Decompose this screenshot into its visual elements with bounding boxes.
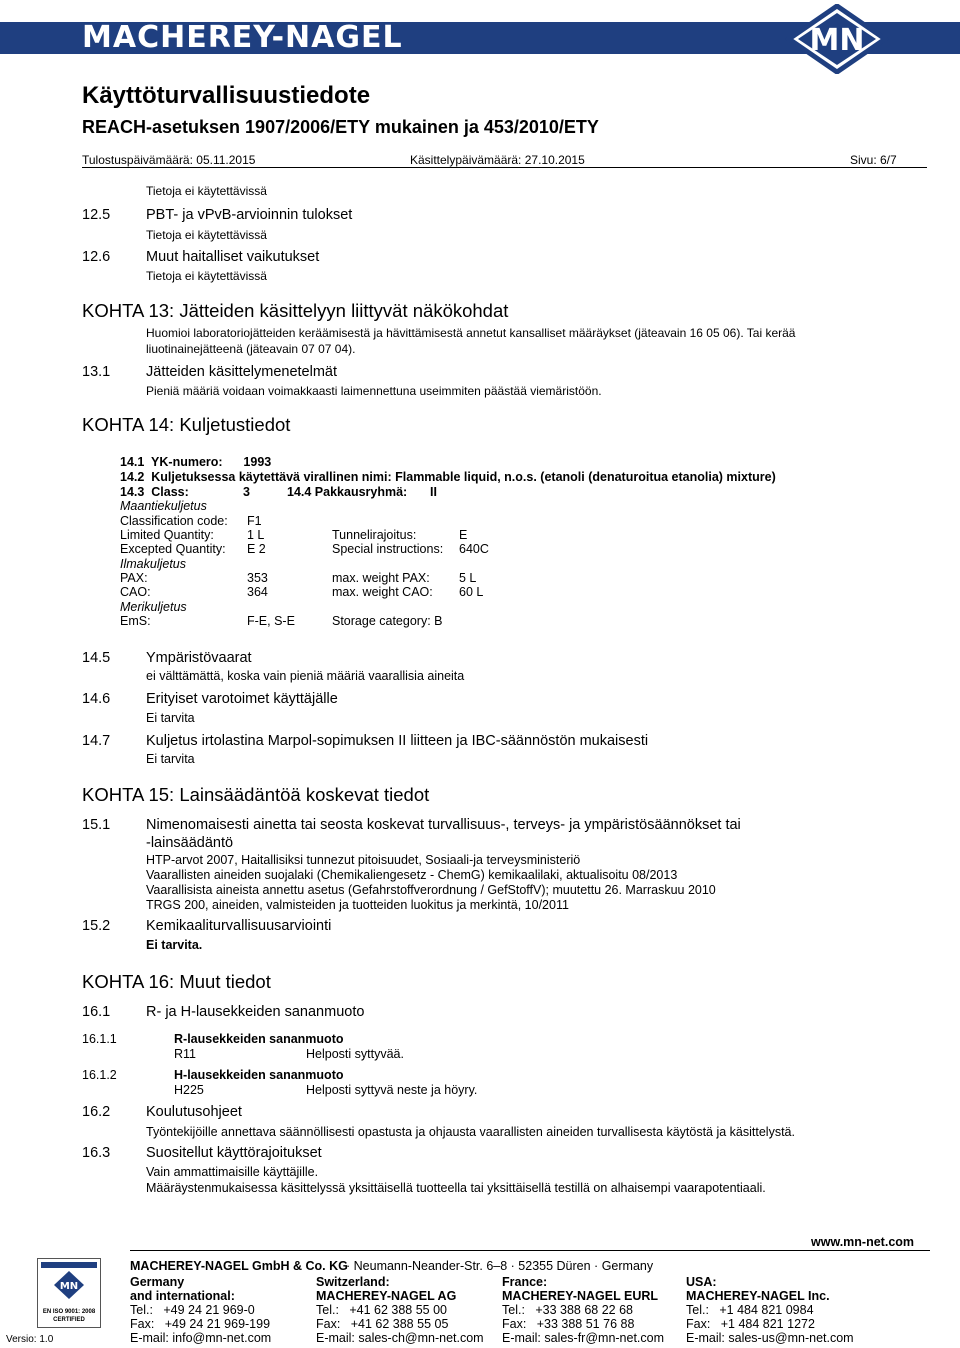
section-16-heading: KOHTA 16: Muut tiedot	[82, 971, 271, 992]
storage-category: Storage category: B	[332, 614, 443, 628]
processing-date: Käsittelypäivämäärä: 27.10.2015	[410, 153, 585, 167]
max-weight-cao-value: 60 L	[459, 585, 484, 599]
s13-1-heading: Jätteiden käsittelymenetelmät	[146, 364, 338, 380]
print-date: Tulostuspäivämäärä: 05.11.2015	[82, 153, 256, 167]
section-15-heading: KOHTA 15: Lainsäädäntöä koskevat tiedot	[82, 784, 430, 805]
max-weight-pax-label: max. weight PAX:	[332, 571, 430, 585]
s14-4-packing-group-value: II	[430, 485, 437, 499]
footer-address: · Neumann-Neander-Str. 6–8 · 52355 Düren · Germany	[346, 1259, 654, 1273]
footer-col2-email[interactable]: E-mail: sales-ch@mn-net.com	[316, 1331, 484, 1345]
footer-col4-heading-2: MACHEREY-NAGEL Inc.	[686, 1289, 830, 1303]
certificate-logo-icon	[38, 1259, 100, 1303]
footer-col2-heading-2: MACHEREY-NAGEL AG	[316, 1289, 457, 1303]
s16-1-2-number: 16.1.2	[82, 1068, 117, 1082]
footer-rule	[130, 1250, 930, 1251]
s14-6-text: Ei tarvita	[146, 711, 195, 725]
s14-5-text: ei välttämättä, koska vain pieniä määriä vaarallisia aineita	[146, 669, 465, 683]
s14-5-number: 14.5	[82, 650, 111, 666]
iso-certificate-badge	[37, 1258, 101, 1328]
s12-6-number: 12.6	[82, 249, 111, 265]
s14-7-text: Ei tarvita	[146, 752, 195, 766]
s16-1-1-number: 16.1.1	[82, 1032, 117, 1046]
max-weight-cao-label: max. weight CAO:	[332, 585, 433, 599]
special-instructions-label: Special instructions:	[332, 542, 444, 556]
s13-note-line2: liuotinainejätteenä (jäteavain 07 07 04).	[146, 342, 356, 356]
s12-5-heading: PBT- ja vPvB-arvioinnin tulokset	[146, 207, 353, 223]
pax-value: 353	[247, 571, 268, 585]
s13-1-number: 13.1	[82, 364, 111, 380]
footer-col3-heading-2: MACHEREY-NAGEL EURL	[502, 1289, 659, 1303]
sea-transport-label: Merikuljetus	[120, 600, 187, 614]
s15-1-regulation-2: Vaarallisten aineiden suojalaki (Chemikaliengesetz - ChemG) kemikaalilaki, aktualisoitu 08/2013	[146, 868, 678, 882]
excepted-quantity-label: Excepted Quantity:	[120, 542, 226, 556]
tunnel-restriction-label: Tunnelirajoitus:	[332, 528, 417, 542]
s16-2-heading: Koulutusohjeet	[146, 1104, 242, 1120]
s14-1-un-number: 14.1 YK-numero: 1993	[120, 455, 272, 469]
s16-1-1-heading: R-lausekkeiden sananmuoto	[174, 1032, 344, 1046]
svg-text:MN: MN	[59, 1281, 79, 1292]
cao-label: CAO:	[120, 585, 151, 599]
s16-3-heading: Suositellut käyttörajoitukset	[146, 1145, 322, 1161]
footer-col1-tel: Tel.: +49 24 21 969-0	[130, 1303, 255, 1317]
s15-1-number: 15.1	[82, 817, 111, 833]
document-subtitle: REACH-asetuksen 1907/2006/ETY mukainen ja 453/2010/ETY	[82, 117, 599, 137]
s12-prev-text: Tietoja ei käytettävissä	[146, 184, 267, 198]
footer-col1-heading-1: Germany	[130, 1275, 185, 1289]
s16-1-number: 16.1	[82, 1004, 111, 1020]
special-instructions-value: 640C	[459, 542, 489, 556]
r-phrase-code: R11	[174, 1047, 197, 1061]
road-transport-label: Maantiekuljetus	[120, 499, 207, 513]
s12-5-number: 12.5	[82, 207, 111, 223]
excepted-quantity-value: E 2	[247, 542, 266, 556]
s12-6-text: Tietoja ei käytettävissä	[146, 269, 267, 283]
s14-7-heading: Kuljetus irtolastina Marpol-sopimuksen II liitteen ja IBC-säännöstön mukaisesti	[146, 733, 649, 749]
classification-code-value: F1	[247, 514, 262, 528]
r-phrase-text: Helposti syttyvää.	[306, 1047, 404, 1061]
footer-company: MACHEREY-NAGEL GmbH & Co. KG	[130, 1259, 348, 1273]
s15-1-heading-line2: -lainsäädäntö	[146, 835, 234, 851]
cert-text-1: EN ISO 9001: 2008	[42, 1309, 96, 1315]
s16-2-text: Työntekijöille annettava säännöllisesti opastusta ja ohjausta vaarallisten aineiden turvallisesta käytöstä ja käsittelystä.	[146, 1125, 795, 1139]
footer-col4-email[interactable]: E-mail: sales-us@mn-net.com	[686, 1331, 854, 1345]
ems-label: EmS:	[120, 614, 151, 628]
s16-3-text-1: Vain ammattimaisille käyttäjille.	[146, 1165, 319, 1179]
footer-col2-heading-1: Switzerland:	[316, 1275, 390, 1289]
s15-1-regulation-1: HTP-arvot 2007, Haitallisiksi tunnezut pitoisuudet, Sosiaali-ja terveysministeriö	[146, 853, 581, 867]
section-13-heading: KOHTA 13: Jätteiden käsittelyyn liittyvät näkökohdat	[82, 300, 509, 321]
limited-quantity-value: 1 L	[247, 528, 265, 542]
logo-text: MN	[809, 23, 865, 58]
footer-col4-heading-1: USA:	[686, 1275, 717, 1289]
version-label: Versio: 1.0	[6, 1334, 54, 1345]
s15-2-heading: Kemikaaliturvallisuusarviointi	[146, 918, 332, 934]
s12-6-heading: Muut haitalliset vaikutukset	[146, 249, 320, 265]
s16-2-number: 16.2	[82, 1104, 111, 1120]
brand-name: MACHEREY-NAGEL	[82, 20, 403, 55]
s15-2-number: 15.2	[82, 918, 111, 934]
footer-col2-fax: Fax: +41 62 388 55 05	[316, 1317, 449, 1331]
s14-4-packing-group-label: 14.4 Pakkausryhmä:	[287, 485, 408, 499]
s13-note-line1: Huomioi laboratoriojätteiden keräämisestä ja hävittämisestä annetut kansalliset määräykset (jäteavain 16 05 06). Tai kerää	[146, 326, 796, 340]
s13-1-text: Pieniä määriä voidaan voimakkaasti laimennettuna useimmiten päästää viemäristöön.	[146, 384, 602, 398]
pax-label: PAX:	[120, 571, 148, 585]
s14-3-class-label: 14.3 Class:	[120, 485, 189, 499]
s14-5-heading: Ympäristövaarat	[146, 650, 252, 666]
s15-1-regulation-3: Vaarallisista aineista annettu asetus (Gefahrstoffverordnung / GefStoffV); muutettu 26. Marraskuu 2010	[146, 883, 716, 897]
s15-1-heading-line1: Nimenomaisesti ainetta tai seosta koskevat turvallisuus-, terveys- ja ympäristösäännökset tai	[146, 817, 741, 833]
s16-3-number: 16.3	[82, 1145, 111, 1161]
s16-1-heading: R- ja H-lausekkeiden sananmuoto	[146, 1004, 365, 1020]
tunnel-restriction-value: E	[459, 528, 468, 542]
footer-col1-fax: Fax: +49 24 21 969-199	[130, 1317, 271, 1331]
footer-col2-tel: Tel.: +41 62 388 55 00	[316, 1303, 448, 1317]
s14-3-class-value: 3	[243, 485, 250, 499]
footer-col4-fax: Fax: +1 484 821 1272	[686, 1317, 815, 1331]
s16-3-text-2: Määräystenmukaisessa käsittelyssä yksittäisellä tuotteella tai yksittäisellä testillä on alhaisempi vaarapotentiaali.	[146, 1181, 766, 1195]
footer-col3-email[interactable]: E-mail: sales-fr@mn-net.com	[502, 1331, 665, 1345]
s14-2-shipping-name: 14.2 Kuljetuksessa käytettävä virallinen nimi: Flammable liquid, n.o.s. (etanoli (denaturoitua etanolia) mixture)	[120, 470, 776, 484]
s16-1-2-heading: H-lausekkeiden sananmuoto	[174, 1068, 344, 1082]
footer-col3-tel: Tel.: +33 388 68 22 68	[502, 1303, 634, 1317]
website-link[interactable]: www.mn-net.com	[811, 1235, 915, 1249]
h-phrase-text: Helposti syttyvä neste ja höyry.	[306, 1083, 478, 1097]
max-weight-pax-value: 5 L	[459, 571, 477, 585]
page-number: Sivu: 6/7	[850, 153, 897, 167]
limited-quantity-label: Limited Quantity:	[120, 528, 214, 542]
cao-value: 364	[247, 585, 268, 599]
footer-col3-fax: Fax: +33 388 51 76 88	[502, 1317, 635, 1331]
s15-1-regulation-4: TRGS 200, aineiden, valmisteiden ja tuotteiden luokitus ja merkintä, 10/2011	[146, 898, 569, 912]
section-14-heading: KOHTA 14: Kuljetustiedot	[82, 414, 291, 435]
s15-2-text: Ei tarvita.	[146, 938, 203, 952]
h-phrase-code: H225	[174, 1083, 204, 1097]
s14-7-number: 14.7	[82, 733, 111, 749]
footer-col1-email[interactable]: E-mail: info@mn-net.com	[130, 1331, 272, 1345]
air-transport-label: Ilmakuljetus	[120, 557, 186, 571]
s14-6-number: 14.6	[82, 691, 111, 707]
document-title: Käyttöturvallisuustiedote	[82, 82, 371, 109]
mn-logo-icon	[785, 4, 889, 74]
footer-col1-heading-2: and international:	[130, 1289, 235, 1303]
cert-text-2: CERTIFIED	[53, 1317, 85, 1323]
header-rule	[82, 167, 927, 168]
footer-col3-heading-1: France:	[502, 1275, 548, 1289]
classification-code-label: Classification code:	[120, 514, 228, 528]
footer-col4-tel: Tel.: +1 484 821 0984	[686, 1303, 814, 1317]
s12-5-text: Tietoja ei käytettävissä	[146, 228, 267, 242]
ems-value: F-E, S-E	[247, 614, 295, 628]
s14-6-heading: Erityiset varotoimet käyttäjälle	[146, 691, 338, 707]
